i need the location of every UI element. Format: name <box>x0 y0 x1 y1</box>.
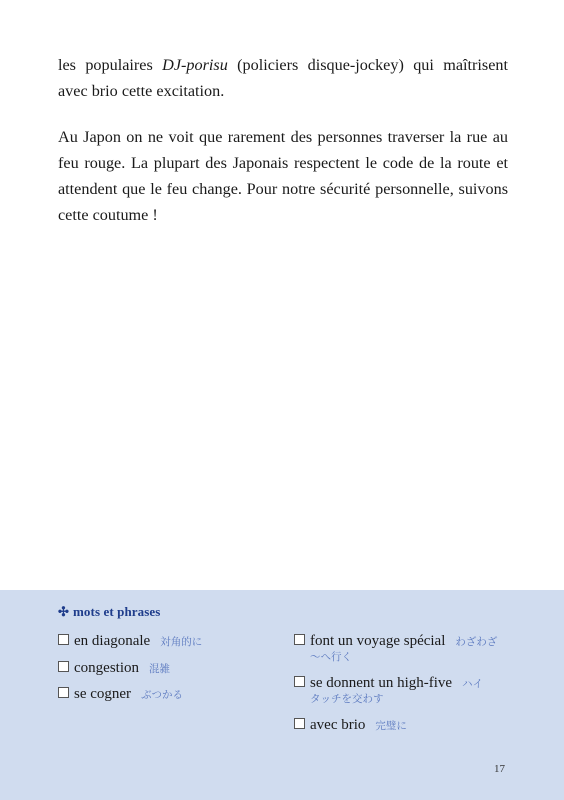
paragraph-1 <box>58 52 508 104</box>
checkbox[interactable] <box>58 687 69 698</box>
vocab-item-se-cogner <box>58 685 183 705</box>
vocab-item-en-diagonale <box>58 632 202 652</box>
vocab-translation: 対角的に <box>160 636 203 648</box>
vocab-term: en diagonale <box>74 633 151 649</box>
checkbox[interactable] <box>58 661 69 672</box>
flower-icon: ✣ <box>58 604 69 619</box>
vocabulary-title <box>58 604 160 620</box>
vocabulary-title-text: mots et phrases <box>73 604 161 619</box>
checkbox[interactable] <box>58 634 69 645</box>
vocab-term: avec brio <box>310 717 366 733</box>
paragraph-1-text-cont: (policiers disque-jockey) qui maîtrisent avec brio cette excitation. <box>58 56 508 100</box>
vocab-term: font un voyage spécial <box>310 633 446 649</box>
vocab-item-congestion <box>58 659 170 679</box>
vocab-term: congestion <box>74 660 139 676</box>
vocab-translation-cont: タッチを交わす <box>310 693 384 705</box>
vocab-translation: ハイ <box>462 678 484 690</box>
checkbox[interactable] <box>294 718 305 729</box>
vocab-translation: わざわざ <box>455 636 498 648</box>
vocab-term: se donnent un high-five <box>310 675 453 691</box>
checkbox[interactable] <box>294 634 305 645</box>
vocab-item-voyage-special <box>294 632 497 652</box>
vocab-translation: ぶつかる <box>141 689 184 701</box>
vocab-translation: 混雑 <box>149 663 170 675</box>
vocab-term: se cogner <box>74 686 132 702</box>
checkbox[interactable] <box>294 676 305 687</box>
vocab-item-high-five <box>294 674 483 694</box>
paragraph-1-text: les populaires <box>58 56 163 74</box>
vocab-item-avec-brio <box>294 716 407 736</box>
vocab-translation: 完璧に <box>375 720 407 732</box>
paragraph-2: Au Japon on ne voit que rarement des personnes traverser la rue au feu rouge. La plupart des Japonais respectent le code de la route et attendent que le feu change. Pour notre sécurité personnelle, suivons cette coutume ! <box>58 128 508 224</box>
vocab-translation-cont: 〜へ行く <box>310 651 352 663</box>
page-number: 17 <box>494 763 505 775</box>
dj-porisu-term: DJ-porisu <box>162 56 228 74</box>
